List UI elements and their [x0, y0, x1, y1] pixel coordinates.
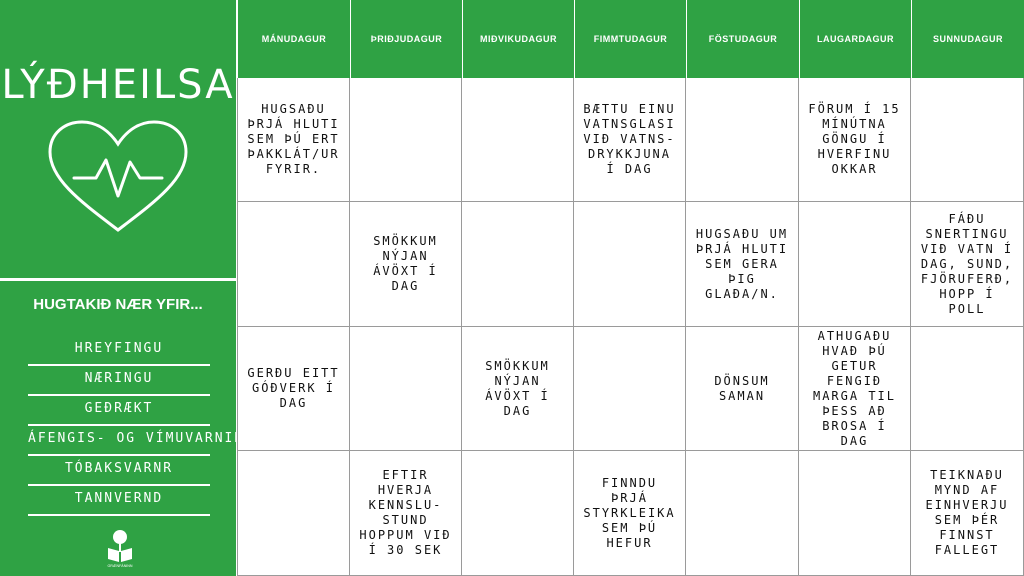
activity-cell: GERÐU EITT GÓÐVERK Í DAG	[237, 327, 350, 451]
covers-heading: HUGTAKIÐ NÆR YFIR...	[33, 296, 203, 313]
day-header: MÁNUDAGUR	[237, 0, 350, 78]
activity-cell	[574, 202, 686, 327]
activity-cell	[237, 202, 350, 327]
sidebar	[0, 0, 245, 576]
heart-pulse-icon	[44, 118, 192, 238]
activity-cell: SMÖKKUM NÝJAN ÁVÖXT Í DAG	[350, 202, 462, 327]
activity-cell: ATHUGAÐU HVAÐ ÞÚ GETUR FENGIÐ MARGA TIL ÞESS AÐ BROSA Í DAG	[799, 327, 911, 451]
topic-item: TANNVERND	[28, 486, 210, 516]
activity-cell	[462, 202, 574, 327]
activity-cell	[350, 78, 462, 202]
activity-cell: FÁÐU SNERTINGU VIÐ VATN Í DAG, SUND, FJÖRUFERÐ, HOPP Í POLL	[911, 202, 1024, 327]
activity-cell	[799, 451, 911, 576]
activity-cell: EFTIR HVERJA KENNSLU-STUND HOPPUM VIÐ Í 30 SEK	[350, 451, 462, 576]
activity-cell	[686, 78, 799, 202]
activity-cell	[237, 451, 350, 576]
activity-cell: SMÖKKUM NÝJAN ÁVÖXT Í DAG	[462, 327, 574, 451]
activity-cell: FÖRUM Í 15 MÍNÚTNA GÖNGU Í HVERFINU OKKAR	[799, 78, 911, 202]
topic-item: GEÐRÆKT	[28, 396, 210, 426]
activity-cell	[686, 451, 799, 576]
topic-item: ÁFENGIS- OG VÍMUVARNIR	[28, 426, 210, 456]
day-header: LAUGARDAGUR	[799, 0, 911, 78]
activity-cell: FINNDU ÞRJÁ STYRKLEIKA SEM ÞÚ HEFUR	[574, 451, 686, 576]
day-header: SUNNUDAGUR	[911, 0, 1024, 78]
topic-item: HREYFINGU	[28, 336, 210, 366]
activity-cell: DÖNSUM SAMAN	[686, 327, 799, 451]
activity-cell	[462, 78, 574, 202]
activity-cell: BÆTTU EINU VATNSGLASI VIÐ VATNS-DRYKKJUNA Í DAG	[574, 78, 686, 202]
activity-cell	[462, 451, 574, 576]
activity-cell	[799, 202, 911, 327]
activity-cell	[911, 78, 1024, 202]
activity-cell	[350, 327, 462, 451]
activity-cell	[911, 327, 1024, 451]
topic-item: NÆRINGU	[28, 366, 210, 396]
green-flag-logo	[104, 528, 136, 568]
weekday-header	[237, 0, 1024, 78]
page-title: LÝÐHEILSA	[1, 62, 235, 108]
day-header: FIMMTUDAGUR	[574, 0, 686, 78]
logo-text: GRÆNFÁNINN	[107, 564, 133, 568]
activity-cell	[574, 327, 686, 451]
day-header: FÖSTUDAGUR	[686, 0, 799, 78]
activity-cell: HUGSAÐU ÞRJÁ HLUTI SEM ÞÚ ERT ÞAKKLÁT/UR FYRIR.	[237, 78, 350, 202]
day-header: MIÐVIKUDAGUR	[462, 0, 574, 78]
day-header: ÞRIÐJUDAGUR	[350, 0, 462, 78]
topic-item: TÓBAKSVARNR	[28, 456, 210, 486]
activity-cell: HUGSAÐU UM ÞRJÁ HLUTI SEM GERA ÞIG GLAÐA/N.	[686, 202, 799, 327]
sidebar-divider	[0, 278, 236, 281]
activity-cell: TEIKNAÐU MYND AF EINHVERJU SEM ÞÉR FINNST FALLEGT	[911, 451, 1024, 576]
